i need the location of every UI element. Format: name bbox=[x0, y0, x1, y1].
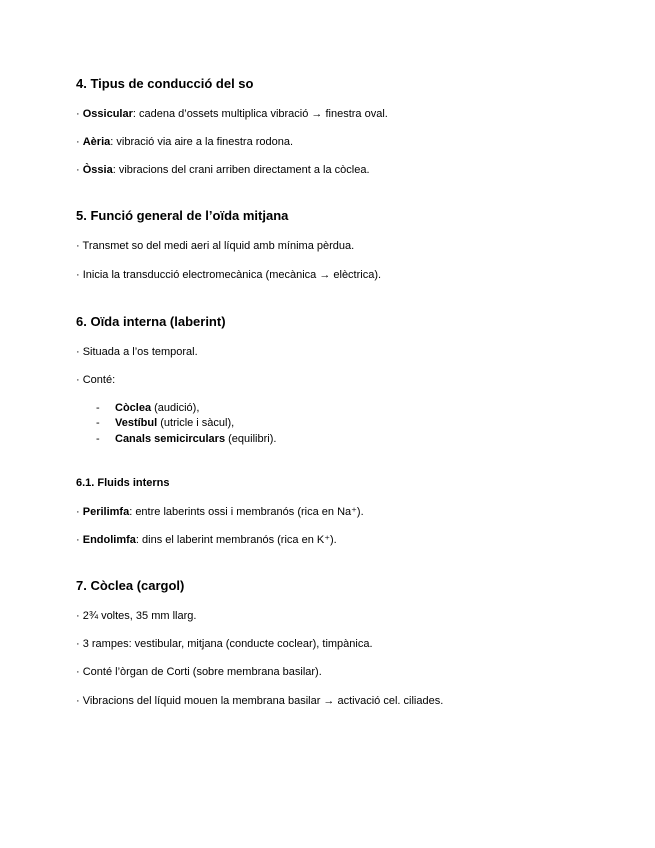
item-text: (utricle i sàcul), bbox=[157, 417, 235, 429]
section-7-item-2: · 3 rampes: vestibular, mitjana (conducte coclear), timpànica. bbox=[76, 638, 373, 650]
section-7-heading: 7. Còclea (cargol) bbox=[76, 578, 185, 593]
section-7-item-1: · 2¾ voltes, 35 mm llarg. bbox=[76, 610, 197, 622]
section-6-heading: 6. Oïda interna (laberint) bbox=[76, 314, 226, 329]
section-6-item-1: · Situada a l’os temporal. bbox=[76, 346, 198, 358]
section-6-item-2: · Conté: bbox=[76, 374, 116, 386]
section-6-1-item-endolimfa bbox=[76, 533, 337, 547]
section-4-heading: 4. Tipus de conducció del so bbox=[76, 76, 254, 91]
bullet: · bbox=[76, 534, 83, 546]
bullet: · bbox=[76, 506, 83, 518]
item-text: : vibracions del crani arriben directament a la còclea. bbox=[112, 164, 370, 176]
bullet: · bbox=[76, 108, 83, 120]
bullet: · bbox=[76, 164, 83, 176]
item-text: : cadena d’ossets multiplica vibració → finestra oval. bbox=[132, 108, 388, 120]
section-4-item-aeria bbox=[76, 135, 293, 149]
section-6-1-item-perilimfa bbox=[76, 505, 364, 519]
dash: - bbox=[96, 433, 100, 445]
section-4-item-ossicular bbox=[76, 107, 388, 121]
term: Òssia bbox=[82, 164, 113, 176]
section-5-item-2: · Inicia la transducció electromecànica (mecànica → elèctrica). bbox=[76, 269, 382, 281]
list-item-canals bbox=[96, 432, 276, 446]
list-item-coclea bbox=[96, 401, 199, 415]
term: Canals semicirculars bbox=[115, 433, 226, 445]
section-6-1-heading: 6.1. Fluids interns bbox=[76, 477, 170, 489]
term: Còclea bbox=[115, 402, 152, 414]
item-text: : dins el laberint membranós (rica en K⁺). bbox=[135, 534, 337, 546]
bullet: · bbox=[76, 136, 83, 148]
item-text: (equilibri). bbox=[225, 433, 277, 445]
term: Perilimfa bbox=[82, 506, 130, 518]
section-5-item-1: · Transmet so del medi aeri al líquid amb mínima pèrdua. bbox=[76, 240, 355, 252]
term: Endolimfa bbox=[82, 534, 136, 546]
section-7-item-3: · Conté l’òrgan de Corti (sobre membrana basilar). bbox=[76, 666, 322, 678]
item-text: : vibració via aire a la finestra rodona. bbox=[110, 136, 294, 148]
term: Ossicular bbox=[82, 108, 133, 120]
section-4-item-ossia bbox=[76, 163, 370, 177]
term: Aèria bbox=[82, 136, 111, 148]
item-text: : entre laberints ossi i membranós (rica en Na⁺). bbox=[129, 506, 364, 518]
dash: - bbox=[96, 402, 100, 414]
term: Vestíbul bbox=[115, 417, 158, 429]
list-item-vestibul bbox=[96, 416, 234, 430]
section-5-heading: 5. Funció general de l’oïda mitjana bbox=[76, 208, 289, 223]
section-7-item-4: · Vibracions del líquid mouen la membrana basilar → activació cel. ciliades. bbox=[76, 695, 444, 707]
item-text: (audició), bbox=[151, 402, 200, 414]
dash: - bbox=[96, 417, 100, 429]
